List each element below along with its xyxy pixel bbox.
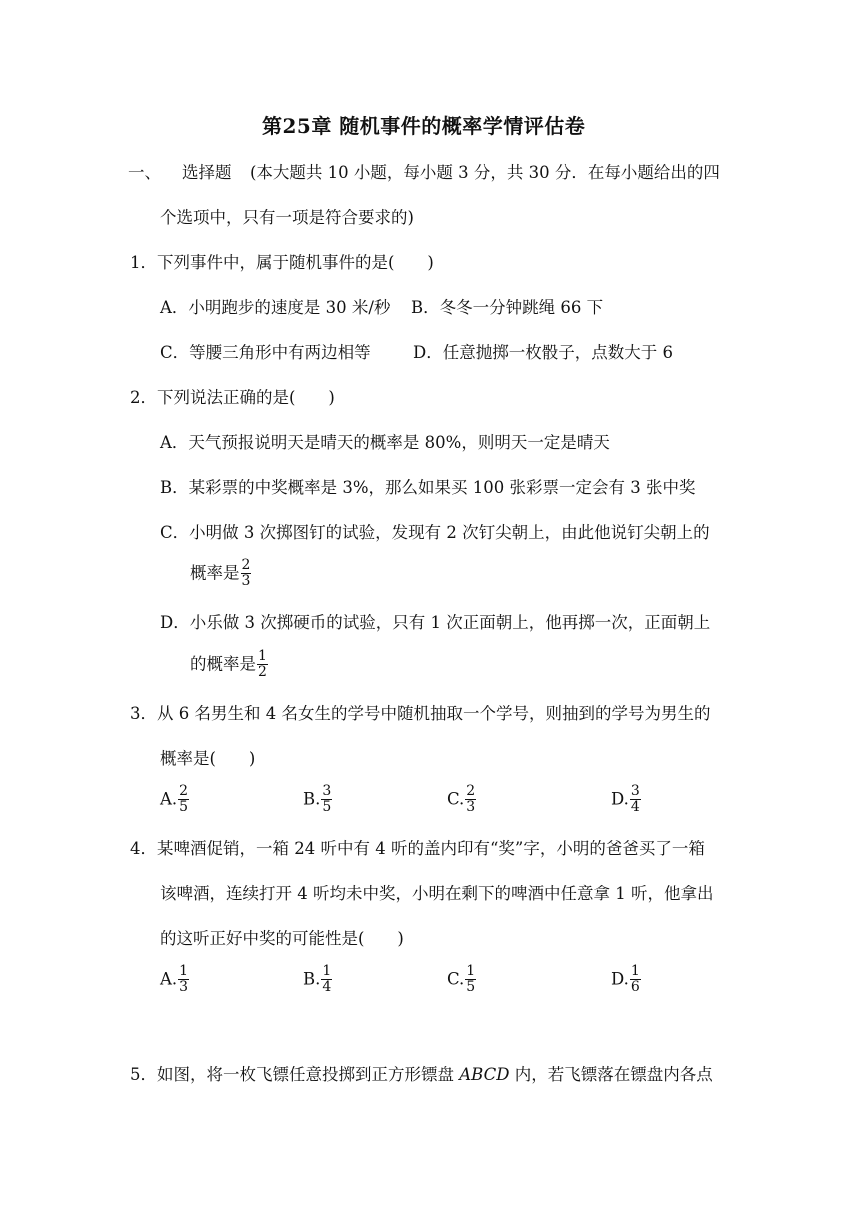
section-number: 一、 — [128, 163, 161, 182]
q3-option-d — [611, 784, 641, 815]
fraction-numerator: 1 — [322, 963, 332, 979]
option-label: A. — [160, 969, 178, 989]
fraction-denominator: 5 — [322, 799, 332, 815]
q2-option-a: A．天气预报说明天是晴天的概率是 80%，则明天一定是晴天 — [160, 433, 610, 452]
q2-option-d-text: 的概率是 — [190, 654, 256, 674]
section-description-line1: (本大题共 10 小题，每小题 3 分，共 30 分．在每小题给出的四 — [250, 163, 720, 182]
option-label: D. — [611, 789, 629, 809]
q3-stem-line2: 概率是( ) — [160, 749, 256, 768]
q4-stem-line1: 4．某啤酒促销，一箱 24 听中有 4 听的盖内印有“奖”字，小明的爸爸买了一箱 — [130, 839, 705, 858]
q2-option-b: B．某彩票的中奖概率是 3%，那么如果买 100 张彩票一定会有 3 张中奖 — [160, 478, 696, 497]
q2-option-d-line1: D．小乐做 3 次掷硬币的试验，只有 1 次正面朝上，他再掷一次，正面朝上 — [160, 613, 711, 632]
fraction — [321, 784, 332, 815]
fraction-numerator: 2 — [241, 557, 251, 573]
q3-option-b — [303, 784, 332, 815]
fraction-numerator: 1 — [630, 963, 640, 979]
option-label: A. — [160, 789, 178, 809]
option-label: D. — [611, 969, 629, 989]
q1-option-d: D．任意抛掷一枚骰子，点数大于 6 — [413, 343, 673, 362]
fraction-denominator: 3 — [466, 799, 476, 815]
fraction — [178, 964, 189, 995]
fraction-denominator: 5 — [179, 799, 189, 815]
q1-option-b: B．冬冬一分钟跳绳 66 下 — [411, 298, 604, 317]
q2-option-c-line1: C．小明做 3 次掷图钉的试验，发现有 2 次钉尖朝上，由此他说钉尖朝上的 — [160, 523, 710, 542]
fraction-numerator: 1 — [258, 648, 267, 664]
section-description-line2: 个选项中，只有一项是符合要求的) — [160, 208, 414, 227]
fraction-denominator: 6 — [630, 979, 640, 995]
fraction-numerator: 2 — [179, 783, 189, 799]
fraction — [257, 649, 268, 680]
option-label: B. — [303, 969, 321, 989]
fraction — [630, 964, 641, 995]
fraction-numerator: 3 — [630, 783, 640, 799]
fraction-numerator: 1 — [466, 963, 476, 979]
fraction — [465, 964, 476, 995]
fraction — [241, 558, 252, 589]
fraction — [630, 784, 641, 815]
page-title: 第25章 随机事件的概率学情评估卷 — [262, 114, 586, 138]
q4-option-c — [447, 964, 476, 995]
q4-stem-line3: 的这听正好中奖的可能性是( ) — [160, 929, 404, 948]
option-label: C. — [447, 789, 465, 809]
q4-option-d — [611, 964, 641, 995]
option-label: C. — [447, 969, 465, 989]
q5-square-label: ABCD — [459, 1065, 510, 1084]
q5-text-after: 内，若飞镖落在镖盘内各点 — [509, 1065, 713, 1084]
fraction-denominator: 4 — [630, 799, 640, 815]
q2-option-c-text: 概率是 — [190, 563, 240, 583]
q3-stem-line1: 3．从 6 名男生和 4 名女生的学号中随机抽取一个学号，则抽到的学号为男生的 — [130, 704, 711, 723]
q4-option-b — [303, 964, 332, 995]
fraction-denominator: 2 — [258, 664, 267, 680]
fraction-denominator: 3 — [241, 573, 251, 589]
fraction-numerator: 2 — [466, 783, 476, 799]
q4-stem-line2: 该啤酒，连续打开 4 听均未中奖，小明在剩下的啤酒中任意拿 1 听，他拿出 — [160, 884, 714, 903]
option-label: B. — [303, 789, 321, 809]
q4-option-a — [160, 964, 189, 995]
fraction — [321, 964, 332, 995]
fraction-denominator: 5 — [466, 979, 476, 995]
q1-stem: 1．下列事件中，属于随机事件的是( ) — [130, 253, 434, 272]
fraction-denominator: 4 — [322, 979, 332, 995]
q3-option-a — [160, 784, 189, 815]
section-name: 选择题 — [182, 163, 232, 182]
q2-option-c-line2 — [190, 558, 251, 589]
q2-stem: 2．下列说法正确的是( ) — [130, 388, 335, 407]
fraction-numerator: 1 — [179, 963, 189, 979]
q3-option-c — [447, 784, 476, 815]
fraction-numerator: 3 — [322, 783, 332, 799]
q5-stem-line1 — [130, 1065, 713, 1085]
fraction — [178, 784, 189, 815]
q5-text-before: 5．如图，将一枚飞镖任意投掷到正方形镖盘 — [130, 1065, 460, 1084]
q2-option-d-line2 — [190, 649, 268, 680]
q1-option-a: A．小明跑步的速度是 30 米/秒 — [160, 298, 391, 317]
q1-option-c: C．等腰三角形中有两边相等 — [160, 343, 371, 362]
fraction-denominator: 3 — [179, 979, 189, 995]
fraction — [465, 784, 476, 815]
